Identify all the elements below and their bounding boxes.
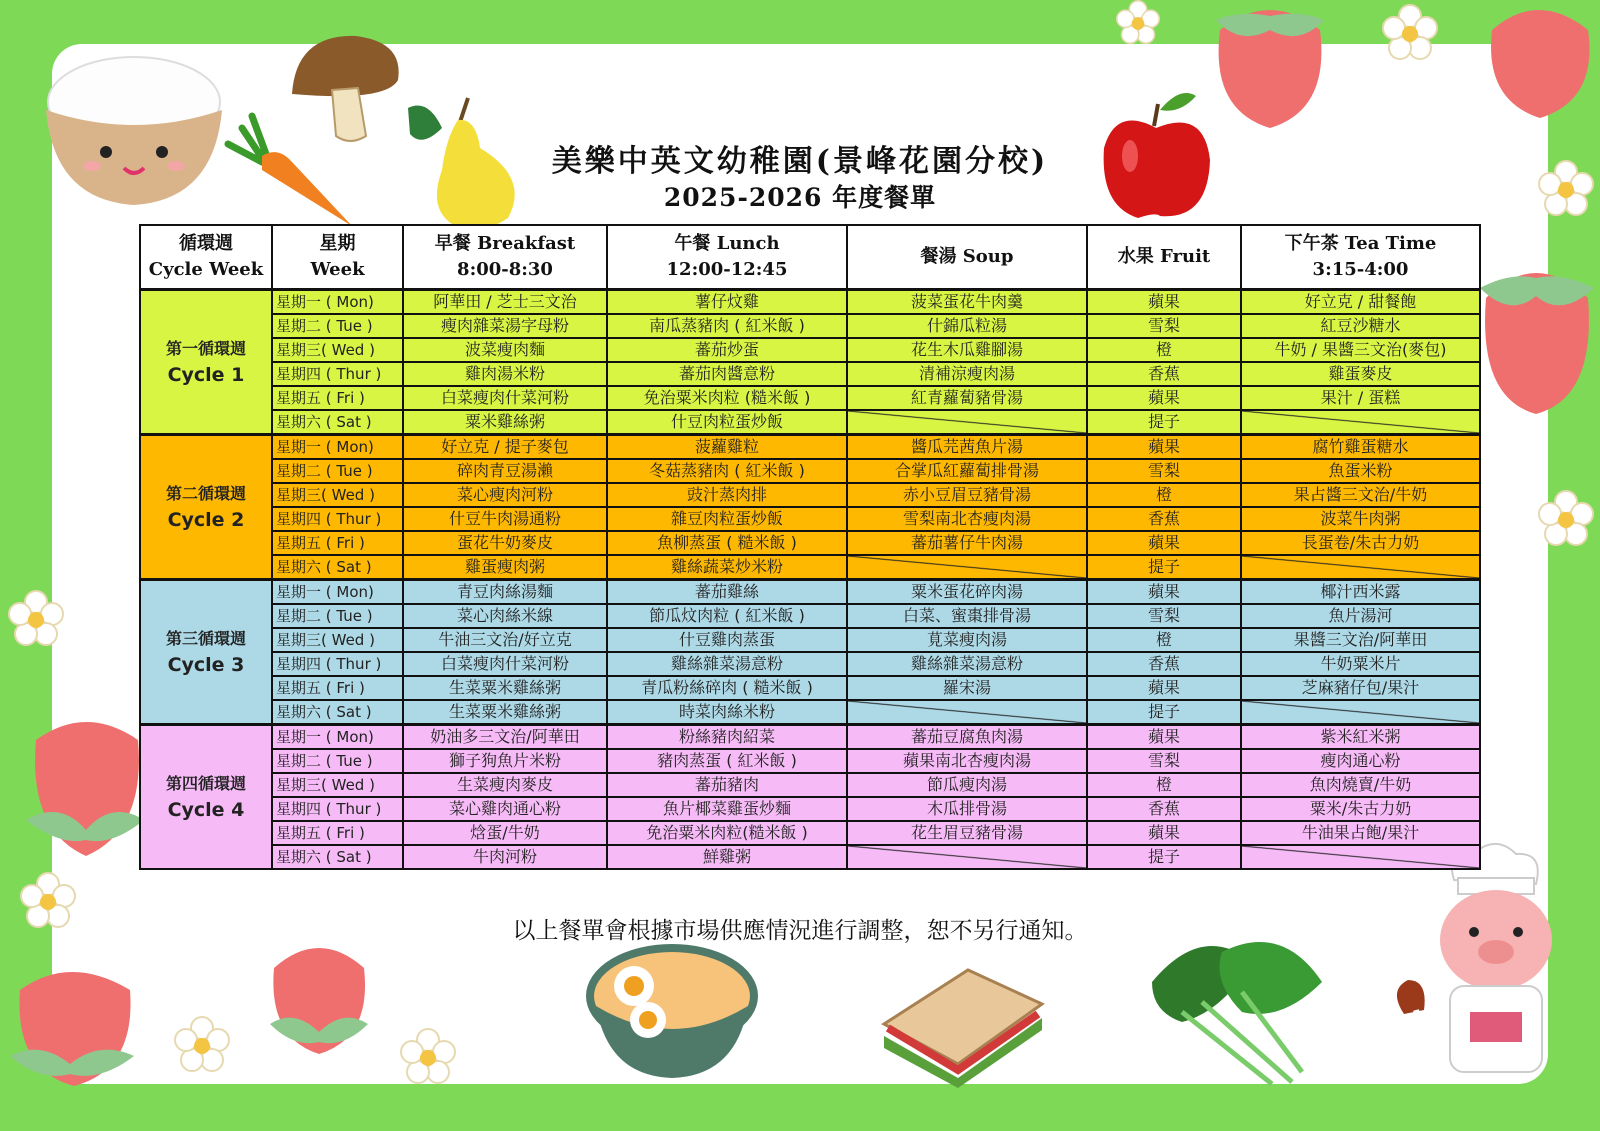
strawberry-icon	[1210, 0, 1330, 130]
day-cell: 星期六 ( Sat )	[272, 555, 403, 580]
fruit-cell: 橙	[1087, 483, 1241, 507]
column-header-week: 星期 Week	[272, 225, 403, 290]
column-header-breakfast: 早餐 Breakfast 8:00-8:30	[403, 225, 607, 290]
tea-cell	[1241, 700, 1480, 725]
breakfast-cell: 生菜瘦肉麥皮	[403, 773, 607, 797]
flower-icon	[1110, 0, 1166, 44]
day-cell: 星期六 ( Sat )	[272, 845, 403, 869]
soup-cell: 白菜、蜜棗排骨湯	[847, 604, 1087, 628]
soup-cell: 雪梨南北杏瘦肉湯	[847, 507, 1087, 531]
table-row	[140, 435, 1480, 460]
table-row	[140, 580, 1480, 605]
day-cell: 星期一 ( Mon)	[272, 435, 403, 460]
lunch-cell: 什豆肉粒蛋炒飯	[607, 410, 847, 435]
cycle-label-en: Cycle 3	[167, 654, 245, 676]
day-cell: 星期五 ( Fri )	[272, 676, 403, 700]
lunch-cell: 雜豆肉粒蛋炒飯	[607, 507, 847, 531]
flower-icon	[1538, 490, 1594, 546]
lunch-cell: 蕃茄炒蛋	[607, 338, 847, 362]
table-row	[140, 459, 1480, 483]
tea-cell: 波菜牛肉粥	[1241, 507, 1480, 531]
fruit-cell: 提子	[1087, 555, 1241, 580]
table-row	[140, 676, 1480, 700]
breakfast-cell: 阿華田 / 芝士三文治	[403, 290, 607, 315]
noodle-bowl-icon	[586, 942, 758, 1082]
breakfast-cell: 菜心肉絲米線	[403, 604, 607, 628]
table-row	[140, 797, 1480, 821]
lunch-cell: 南瓜蒸豬肉 ( 紅米飯 )	[607, 314, 847, 338]
table-row	[140, 725, 1480, 750]
table-row	[140, 410, 1480, 435]
cycle-label-en: Cycle 2	[167, 509, 245, 531]
lunch-cell: 免治粟米肉粒(糙米飯 )	[607, 821, 847, 845]
day-cell: 星期五 ( Fri )	[272, 386, 403, 410]
strawberry-icon	[1470, 248, 1600, 418]
day-cell: 星期三( Wed )	[272, 628, 403, 652]
cycle-label	[140, 725, 272, 870]
lunch-cell: 雞絲蔬菜炒米粉	[607, 555, 847, 580]
breakfast-cell: 瘦肉雜菜湯字母粉	[403, 314, 607, 338]
lunch-cell: 魚片椰菜雞蛋炒麵	[607, 797, 847, 821]
fruit-cell: 提子	[1087, 845, 1241, 869]
day-cell: 星期二 ( Tue )	[272, 604, 403, 628]
day-cell: 星期四 ( Thur )	[272, 362, 403, 386]
lunch-cell: 粉絲豬肉紹菜	[607, 725, 847, 750]
breakfast-cell: 雞蛋瘦肉粥	[403, 555, 607, 580]
day-cell: 星期四 ( Thur )	[272, 507, 403, 531]
soup-cell: 赤小豆眉豆豬骨湯	[847, 483, 1087, 507]
lunch-cell: 魚柳蒸蛋 ( 糙米飯 )	[607, 531, 847, 555]
tea-cell: 牛油果占飽/果汁	[1241, 821, 1480, 845]
table-row	[140, 338, 1480, 362]
table-row	[140, 652, 1480, 676]
column-header-tea: 下午茶 Tea Time 3:15-4:00	[1241, 225, 1480, 290]
breakfast-cell: 什豆牛肉湯通粉	[403, 507, 607, 531]
table-row	[140, 362, 1480, 386]
lunch-cell: 青瓜粉絲碎肉 ( 糙米飯 )	[607, 676, 847, 700]
fruit-cell: 提子	[1087, 410, 1241, 435]
day-cell: 星期五 ( Fri )	[272, 531, 403, 555]
breakfast-cell: 牛油三文治/好立克	[403, 628, 607, 652]
footer-note: 以上餐單會根據市場供應情況進行調整，恕不另行通知。	[512, 918, 1088, 944]
soup-cell: 雞絲雜菜湯意粉	[847, 652, 1087, 676]
table-row	[140, 314, 1480, 338]
flower-icon	[8, 590, 64, 646]
soup-cell: 花生眉豆豬骨湯	[847, 821, 1087, 845]
soup-cell: 蕃茄薯仔牛肉湯	[847, 531, 1087, 555]
table-row	[140, 386, 1480, 410]
fruit-cell: 蘋果	[1087, 580, 1241, 605]
tea-cell: 果占醬三文治/牛奶	[1241, 483, 1480, 507]
tea-cell: 牛奶粟米片	[1241, 652, 1480, 676]
fruit-cell: 雪梨	[1087, 459, 1241, 483]
fruit-cell: 香蕉	[1087, 362, 1241, 386]
cycle-label-zh: 第四循環週	[165, 774, 246, 793]
tea-cell	[1241, 410, 1480, 435]
tea-cell: 魚肉燒賣/牛奶	[1241, 773, 1480, 797]
day-cell: 星期三( Wed )	[272, 483, 403, 507]
breakfast-cell: 白菜瘦肉什菜河粉	[403, 386, 607, 410]
strawberry-icon	[20, 710, 150, 860]
cycle-label-zh: 第三循環週	[165, 629, 246, 648]
breakfast-cell: 菜心雞肉通心粉	[403, 797, 607, 821]
lunch-cell: 節瓜炆肉粒 ( 紅米飯 )	[607, 604, 847, 628]
table-row	[140, 628, 1480, 652]
tea-cell	[1241, 845, 1480, 869]
day-cell: 星期四 ( Thur )	[272, 652, 403, 676]
table-row	[140, 483, 1480, 507]
cycle-label	[140, 580, 272, 725]
table-row	[140, 845, 1480, 869]
table-header-row	[140, 225, 1480, 290]
soup-cell: 清補涼瘦肉湯	[847, 362, 1087, 386]
day-cell: 星期四 ( Thur )	[272, 797, 403, 821]
tea-cell: 雞蛋麥皮	[1241, 362, 1480, 386]
cycle-label	[140, 290, 272, 435]
flower-icon	[1382, 4, 1438, 60]
column-header-soup: 餐湯 Soup	[847, 225, 1087, 290]
tea-cell: 瘦肉通心粉	[1241, 749, 1480, 773]
soup-cell: 什錦瓜粒湯	[847, 314, 1087, 338]
fruit-cell: 雪梨	[1087, 749, 1241, 773]
fruit-cell: 雪梨	[1087, 314, 1241, 338]
fruit-cell: 橙	[1087, 338, 1241, 362]
tea-cell: 紅豆沙糖水	[1241, 314, 1480, 338]
soup-cell: 粟米蛋花碎肉湯	[847, 580, 1087, 605]
fruit-cell: 蘋果	[1087, 386, 1241, 410]
spinach-icon	[1142, 922, 1330, 1088]
tea-cell: 椰汁西米露	[1241, 580, 1480, 605]
breakfast-cell: 青豆肉絲湯麵	[403, 580, 607, 605]
lunch-cell: 鮮雞粥	[607, 845, 847, 869]
breakfast-cell: 菜心瘦肉河粉	[403, 483, 607, 507]
day-cell: 星期一 ( Mon)	[272, 580, 403, 605]
tea-cell: 魚片湯河	[1241, 604, 1480, 628]
lunch-cell: 菠蘿雞粒	[607, 435, 847, 460]
tea-cell: 果醬三文治/阿華田	[1241, 628, 1480, 652]
cycle-label-en: Cycle 4	[167, 799, 245, 821]
cycle-label-zh: 第一循環週	[165, 339, 246, 358]
tea-cell: 長蛋卷/朱古力奶	[1241, 531, 1480, 555]
table-row	[140, 821, 1480, 845]
day-cell: 星期三( Wed )	[272, 338, 403, 362]
table-row	[140, 290, 1480, 315]
soup-cell: 節瓜瘦肉湯	[847, 773, 1087, 797]
tea-cell: 牛奶 / 果醬三文治(麥包)	[1241, 338, 1480, 362]
menu-year-title: 2025-2026 年度餐單	[663, 183, 937, 212]
soup-cell	[847, 700, 1087, 725]
fruit-cell: 橙	[1087, 628, 1241, 652]
tea-cell: 芝麻豬仔包/果汁	[1241, 676, 1480, 700]
table-row	[140, 749, 1480, 773]
strawberry-icon	[0, 960, 140, 1090]
fruit-cell: 香蕉	[1087, 797, 1241, 821]
lunch-cell: 豉汁蒸肉排	[607, 483, 847, 507]
lunch-cell: 冬菇蒸豬肉 ( 紅米飯 )	[607, 459, 847, 483]
day-cell: 星期六 ( Sat )	[272, 410, 403, 435]
column-header-fruit: 水果 Fruit	[1087, 225, 1241, 290]
table-row	[140, 773, 1480, 797]
pig-chef-icon	[1388, 840, 1568, 1086]
breakfast-cell: 生菜粟米雞絲粥	[403, 700, 607, 725]
tea-cell: 魚蛋米粉	[1241, 459, 1480, 483]
breakfast-cell: 波菜瘦肉麵	[403, 338, 607, 362]
lunch-cell: 豬肉蒸蛋 ( 紅米飯 )	[607, 749, 847, 773]
tea-cell: 粟米/朱古力奶	[1241, 797, 1480, 821]
breakfast-cell: 碎肉青豆湯瀨	[403, 459, 607, 483]
fruit-cell: 香蕉	[1087, 652, 1241, 676]
table-row	[140, 507, 1480, 531]
soup-cell: 羅宋湯	[847, 676, 1087, 700]
day-cell: 星期三( Wed )	[272, 773, 403, 797]
soup-cell: 木瓜排骨湯	[847, 797, 1087, 821]
tea-cell: 好立克 / 甜餐飽	[1241, 290, 1480, 315]
sandwich-icon	[878, 964, 1046, 1088]
day-cell: 星期一 ( Mon)	[272, 290, 403, 315]
day-cell: 星期五 ( Fri )	[272, 821, 403, 845]
soup-cell: 合掌瓜紅蘿蔔排骨湯	[847, 459, 1087, 483]
strawberry-icon	[1478, 0, 1600, 120]
fruit-cell: 雪梨	[1087, 604, 1241, 628]
tea-cell: 紫米紅米粥	[1241, 725, 1480, 750]
table-row	[140, 604, 1480, 628]
fruit-cell: 香蕉	[1087, 507, 1241, 531]
soup-cell: 花生木瓜雞腳湯	[847, 338, 1087, 362]
lunch-cell: 雞絲雜菜湯意粉	[607, 652, 847, 676]
tea-cell	[1241, 555, 1480, 580]
menu-table	[139, 224, 1481, 870]
tea-cell: 果汁 / 蛋糕	[1241, 386, 1480, 410]
fruit-cell: 提子	[1087, 700, 1241, 725]
breakfast-cell: 粟米雞絲粥	[403, 410, 607, 435]
breakfast-cell: 牛肉河粉	[403, 845, 607, 869]
lunch-cell: 蕃茄雞絲	[607, 580, 847, 605]
fruit-cell: 蘋果	[1087, 290, 1241, 315]
lunch-cell: 蕃茄肉醬意粉	[607, 362, 847, 386]
day-cell: 星期二 ( Tue )	[272, 459, 403, 483]
cycle-label	[140, 435, 272, 580]
fruit-cell: 蘋果	[1087, 676, 1241, 700]
breakfast-cell: 好立克 / 提子麥包	[403, 435, 607, 460]
soup-cell: 菠菜蛋花牛肉羹	[847, 290, 1087, 315]
day-cell: 星期二 ( Tue )	[272, 749, 403, 773]
fruit-cell: 蘋果	[1087, 435, 1241, 460]
soup-cell: 紅青蘿蔔豬骨湯	[847, 386, 1087, 410]
fruit-cell: 蘋果	[1087, 821, 1241, 845]
column-header-cycle: 循環週 Cycle Week	[140, 225, 272, 290]
lunch-cell: 時菜肉絲米粉	[607, 700, 847, 725]
breakfast-cell: 焓蛋/牛奶	[403, 821, 607, 845]
breakfast-cell: 雞肉湯米粉	[403, 362, 607, 386]
fruit-cell: 蘋果	[1087, 725, 1241, 750]
flower-icon	[174, 1016, 230, 1072]
strawberry-icon	[264, 928, 374, 1058]
soup-cell: 醬瓜芫茜魚片湯	[847, 435, 1087, 460]
lunch-cell: 什豆雞肉蒸蛋	[607, 628, 847, 652]
soup-cell	[847, 555, 1087, 580]
fruit-cell: 橙	[1087, 773, 1241, 797]
breakfast-cell: 獅子狗魚片米粉	[403, 749, 607, 773]
soup-cell: 莧菜瘦肉湯	[847, 628, 1087, 652]
table-row	[140, 531, 1480, 555]
breakfast-cell: 生菜粟米雞絲粥	[403, 676, 607, 700]
fruit-cell: 蘋果	[1087, 531, 1241, 555]
flower-icon	[400, 1028, 456, 1084]
soup-cell: 蕃茄豆腐魚肉湯	[847, 725, 1087, 750]
breakfast-cell: 奶油多三文治/阿華田	[403, 725, 607, 750]
school-title: 美樂中英文幼稚園(景峰花園分校)	[551, 144, 1049, 179]
column-header-lunch: 午餐 Lunch 12:00-12:45	[607, 225, 847, 290]
menu-table-body	[140, 290, 1480, 870]
day-cell: 星期六 ( Sat )	[272, 700, 403, 725]
lunch-cell: 免治粟米肉粒 (糙米飯 )	[607, 386, 847, 410]
table-row	[140, 555, 1480, 580]
lunch-cell: 蕃茄豬肉	[607, 773, 847, 797]
cycle-label-en: Cycle 1	[167, 364, 245, 386]
soup-cell	[847, 845, 1087, 869]
soup-cell	[847, 410, 1087, 435]
breakfast-cell: 蛋花牛奶麥皮	[403, 531, 607, 555]
cycle-label-zh: 第二循環週	[165, 484, 246, 503]
table-row	[140, 700, 1480, 725]
breakfast-cell: 白菜瘦肉什菜河粉	[403, 652, 607, 676]
lunch-cell: 薯仔炆雞	[607, 290, 847, 315]
day-cell: 星期一 ( Mon)	[272, 725, 403, 750]
soup-cell: 蘋果南北杏瘦肉湯	[847, 749, 1087, 773]
tea-cell: 腐竹雞蛋糖水	[1241, 435, 1480, 460]
day-cell: 星期二 ( Tue )	[272, 314, 403, 338]
